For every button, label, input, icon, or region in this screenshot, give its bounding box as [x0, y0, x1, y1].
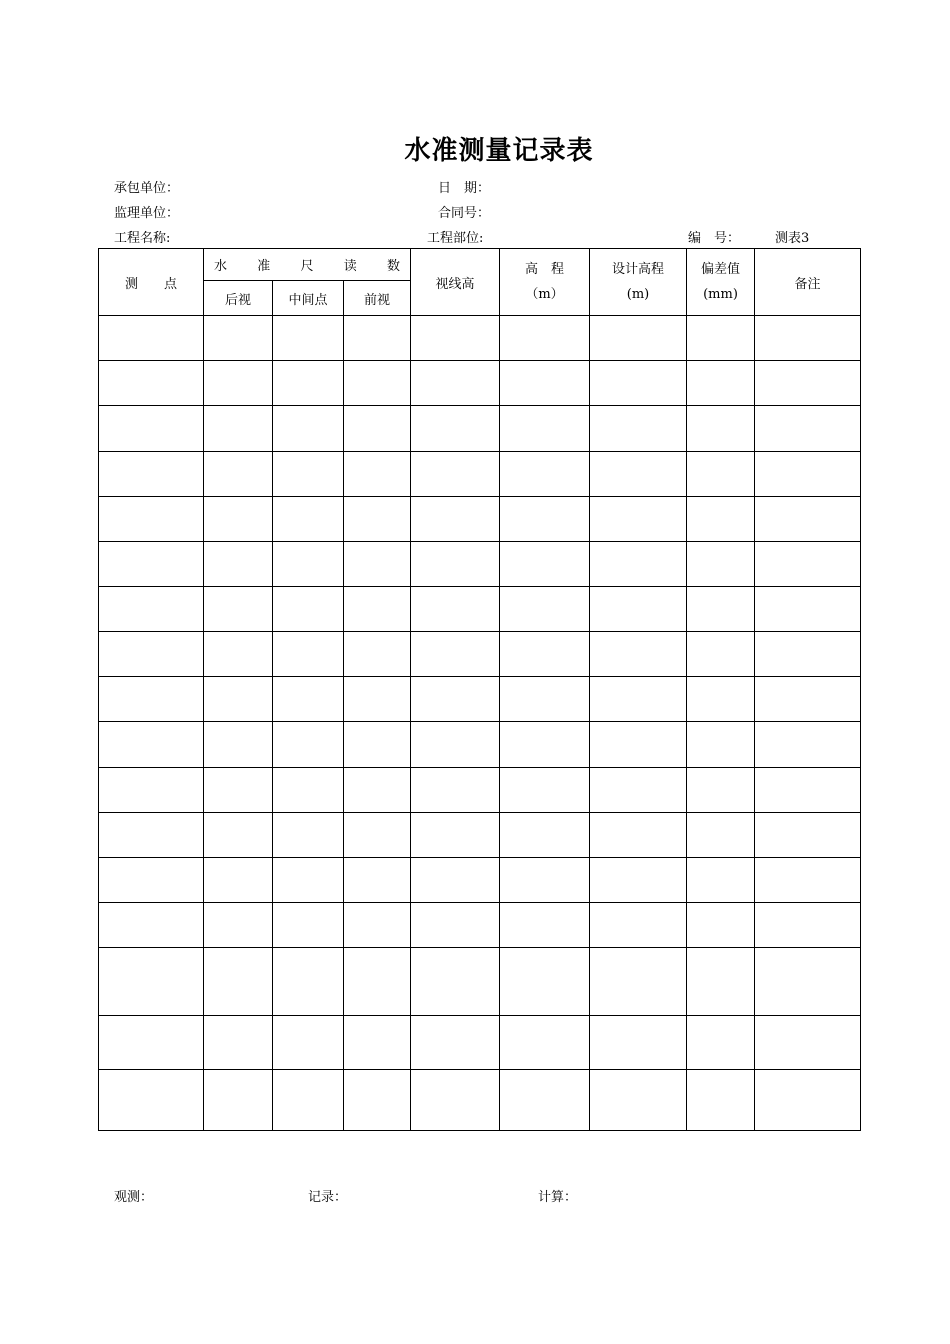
table-cell[interactable] — [204, 496, 273, 541]
table-cell[interactable] — [411, 903, 500, 948]
table-cell[interactable] — [590, 1016, 687, 1069]
table-cell[interactable] — [204, 316, 273, 361]
table-cell[interactable] — [590, 496, 687, 541]
table-cell[interactable] — [273, 632, 344, 677]
table-cell[interactable] — [755, 857, 861, 902]
table-cell[interactable] — [590, 903, 687, 948]
table-cell[interactable] — [99, 1069, 204, 1130]
header-elevation-text: 高 程 — [524, 262, 564, 278]
contractor-label: 承包单位： — [114, 181, 180, 196]
table-cell[interactable] — [344, 361, 411, 406]
form-number-label: 编 号： — [688, 231, 741, 246]
table-cell[interactable] — [755, 632, 861, 677]
table-cell[interactable] — [273, 903, 344, 948]
table-cell[interactable] — [99, 316, 204, 361]
table-cell[interactable] — [687, 903, 755, 948]
table-cell[interactable] — [273, 361, 344, 406]
table-cell[interactable] — [687, 451, 755, 496]
table-cell[interactable] — [411, 1069, 500, 1130]
table-cell[interactable] — [755, 903, 861, 948]
table-cell[interactable] — [590, 632, 687, 677]
table-cell[interactable] — [204, 406, 273, 451]
table-cell[interactable] — [755, 541, 861, 586]
table-cell[interactable] — [99, 903, 204, 948]
table-cell[interactable] — [500, 361, 590, 406]
table-row — [99, 722, 861, 767]
table-cell[interactable] — [590, 451, 687, 496]
table-cell[interactable] — [687, 948, 755, 1016]
table-cell[interactable] — [500, 722, 590, 767]
table-cell[interactable] — [344, 948, 411, 1016]
table-cell[interactable] — [687, 1016, 755, 1069]
table-cell[interactable] — [344, 722, 411, 767]
table-cell[interactable] — [500, 948, 590, 1016]
table-row — [99, 767, 861, 812]
table-cell[interactable] — [590, 948, 687, 1016]
table-cell[interactable] — [99, 812, 204, 857]
table-cell[interactable] — [204, 1069, 273, 1130]
table-cell[interactable] — [411, 541, 500, 586]
table-cell[interactable] — [755, 406, 861, 451]
date-label: 日 期： — [438, 181, 491, 196]
table-row — [99, 677, 861, 722]
table-cell[interactable] — [500, 1016, 590, 1069]
table-cell[interactable] — [687, 587, 755, 632]
table-row — [99, 316, 861, 361]
table-cell[interactable] — [411, 632, 500, 677]
table-cell[interactable] — [590, 812, 687, 857]
table-row — [99, 451, 861, 496]
table-cell[interactable] — [411, 677, 500, 722]
table-row — [99, 903, 861, 948]
table-cell[interactable] — [344, 677, 411, 722]
table-cell[interactable] — [687, 677, 755, 722]
table-cell[interactable] — [204, 361, 273, 406]
table-row — [99, 632, 861, 677]
header-design-elevation — [590, 249, 687, 316]
table-cell[interactable] — [344, 903, 411, 948]
table-cell[interactable] — [755, 1016, 861, 1069]
table-row — [99, 1016, 861, 1069]
table-cell[interactable] — [411, 451, 500, 496]
table-cell[interactable] — [411, 948, 500, 1016]
table-cell[interactable] — [590, 1069, 687, 1130]
table-cell[interactable] — [99, 496, 204, 541]
table-cell[interactable] — [687, 632, 755, 677]
table-cell[interactable] — [344, 1016, 411, 1069]
table-row — [99, 948, 861, 1016]
table-cell[interactable] — [273, 1069, 344, 1130]
table-cell[interactable] — [687, 1069, 755, 1130]
table-cell[interactable] — [500, 767, 590, 812]
table-cell[interactable] — [99, 1016, 204, 1069]
table-cell[interactable] — [204, 677, 273, 722]
table-cell[interactable] — [344, 857, 411, 902]
table-cell[interactable] — [273, 677, 344, 722]
table-cell[interactable] — [99, 857, 204, 902]
project-name-label: 工程名称: — [114, 231, 171, 246]
table-cell[interactable] — [500, 451, 590, 496]
table-cell[interactable] — [99, 948, 204, 1016]
table-cell[interactable] — [755, 587, 861, 632]
table-cell[interactable] — [755, 496, 861, 541]
header-deviation-text: 偏差值 — [700, 262, 740, 278]
table-cell[interactable] — [99, 406, 204, 451]
table-cell[interactable] — [99, 541, 204, 586]
table-cell[interactable] — [411, 722, 500, 767]
table-cell[interactable] — [590, 722, 687, 767]
table-cell[interactable] — [500, 812, 590, 857]
table-cell[interactable] — [99, 361, 204, 406]
table-cell[interactable] — [500, 316, 590, 361]
table-cell[interactable] — [500, 677, 590, 722]
header-design-elevation-unit: (m) — [626, 287, 650, 303]
table-cell[interactable] — [344, 767, 411, 812]
table-cell[interactable] — [500, 1069, 590, 1130]
table-cell[interactable] — [273, 1016, 344, 1069]
table-cell[interactable] — [590, 406, 687, 451]
table-cell[interactable] — [411, 361, 500, 406]
table-cell[interactable] — [204, 1016, 273, 1069]
record-table — [98, 248, 861, 1131]
table-cell[interactable] — [755, 451, 861, 496]
table-cell[interactable] — [344, 316, 411, 361]
form-number-value: 测表3 — [775, 231, 810, 246]
table-cell[interactable] — [273, 767, 344, 812]
table-row — [99, 496, 861, 541]
table-cell[interactable] — [687, 316, 755, 361]
table-row — [99, 541, 861, 586]
table-cell[interactable] — [411, 496, 500, 541]
table-cell[interactable] — [204, 722, 273, 767]
table-cell[interactable] — [204, 948, 273, 1016]
table-cell[interactable] — [411, 587, 500, 632]
table-cell[interactable] — [500, 903, 590, 948]
header-backsight: 后视 — [204, 281, 273, 316]
table-cell[interactable] — [273, 812, 344, 857]
table-cell[interactable] — [687, 361, 755, 406]
contract-number-label: 合同号： — [438, 206, 491, 221]
table-cell[interactable] — [500, 496, 590, 541]
table-row — [99, 812, 861, 857]
table-cell[interactable] — [755, 767, 861, 812]
table-cell[interactable] — [755, 316, 861, 361]
table-cell[interactable] — [99, 677, 204, 722]
table-cell[interactable] — [273, 722, 344, 767]
table-cell[interactable] — [344, 812, 411, 857]
header-sight-height: 视线高 — [411, 249, 500, 316]
table-cell[interactable] — [273, 316, 344, 361]
table-cell[interactable] — [204, 903, 273, 948]
table-cell[interactable] — [500, 857, 590, 902]
table-cell[interactable] — [755, 722, 861, 767]
table-cell[interactable] — [99, 587, 204, 632]
header-elevation-unit: （m） — [525, 287, 564, 303]
table-cell[interactable] — [273, 857, 344, 902]
table-cell[interactable] — [99, 767, 204, 812]
table-cell[interactable] — [411, 316, 500, 361]
table-row — [99, 1069, 861, 1130]
table-cell[interactable] — [590, 767, 687, 812]
table-cell[interactable] — [590, 857, 687, 902]
header-deviation-unit: (mm) — [703, 287, 738, 303]
table-row — [99, 587, 861, 632]
table-cell[interactable] — [204, 451, 273, 496]
table-cell[interactable] — [344, 541, 411, 586]
header-foresight: 前视 — [344, 281, 411, 316]
table-cell[interactable] — [755, 361, 861, 406]
table-cell[interactable] — [344, 406, 411, 451]
table-row — [99, 406, 861, 451]
table-cell[interactable] — [755, 948, 861, 1016]
table-cell[interactable] — [344, 496, 411, 541]
table-cell[interactable] — [204, 812, 273, 857]
table-cell[interactable] — [273, 587, 344, 632]
table-cell[interactable] — [500, 541, 590, 586]
table-cell[interactable] — [273, 451, 344, 496]
header-deviation — [687, 249, 755, 316]
table-cell[interactable] — [273, 541, 344, 586]
table-cell[interactable] — [590, 587, 687, 632]
table-cell[interactable] — [687, 812, 755, 857]
header-elevation — [500, 249, 590, 316]
table-cell[interactable] — [273, 496, 344, 541]
table-cell[interactable] — [590, 316, 687, 361]
table-row — [99, 857, 861, 902]
page-title: 水准测量记录表 — [404, 136, 594, 166]
table-cell[interactable] — [687, 722, 755, 767]
table-cell[interactable] — [99, 632, 204, 677]
table-cell[interactable] — [687, 767, 755, 812]
table-cell[interactable] — [411, 767, 500, 812]
table-cell[interactable] — [411, 812, 500, 857]
table-cell[interactable] — [590, 361, 687, 406]
table-row — [99, 361, 861, 406]
header-point-text: 测 点 — [124, 276, 177, 292]
table-cell[interactable] — [687, 857, 755, 902]
calculator-label: 计算： — [538, 1190, 578, 1205]
table-cell[interactable] — [590, 541, 687, 586]
table-cell[interactable] — [344, 1069, 411, 1130]
header-point — [99, 249, 204, 316]
table-cell[interactable] — [755, 812, 861, 857]
table-cell[interactable] — [500, 587, 590, 632]
table-cell[interactable] — [500, 406, 590, 451]
table-cell[interactable] — [411, 857, 500, 902]
table-cell[interactable] — [687, 496, 755, 541]
table-cell[interactable] — [687, 541, 755, 586]
table-cell[interactable] — [204, 857, 273, 902]
table-cell[interactable] — [755, 677, 861, 722]
table-cell[interactable] — [204, 587, 273, 632]
observer-label: 观测： — [114, 1190, 154, 1205]
table-cell[interactable] — [411, 1016, 500, 1069]
table-cell[interactable] — [755, 1069, 861, 1130]
table-cell[interactable] — [99, 451, 204, 496]
table-cell[interactable] — [204, 767, 273, 812]
table-cell[interactable] — [590, 677, 687, 722]
table-cell[interactable] — [99, 722, 204, 767]
table-cell[interactable] — [344, 451, 411, 496]
table-cell[interactable] — [687, 406, 755, 451]
header-design-elevation-text: 设计高程 — [611, 262, 664, 278]
table-cell[interactable] — [411, 406, 500, 451]
table-cell[interactable] — [204, 541, 273, 586]
project-part-label: 工程部位: — [427, 231, 484, 246]
table-cell[interactable] — [344, 587, 411, 632]
recorder-label: 记录： — [308, 1190, 348, 1205]
header-level-reading: 水准尺读数 — [204, 249, 411, 281]
table-cell[interactable] — [273, 406, 344, 451]
header-remark: 备注 — [755, 249, 861, 316]
table-cell[interactable] — [204, 632, 273, 677]
header-intermediate: 中间点 — [273, 281, 344, 316]
table-cell[interactable] — [344, 632, 411, 677]
table-cell[interactable] — [273, 948, 344, 1016]
supervisor-label: 监理单位： — [114, 206, 180, 221]
table-cell[interactable] — [500, 632, 590, 677]
